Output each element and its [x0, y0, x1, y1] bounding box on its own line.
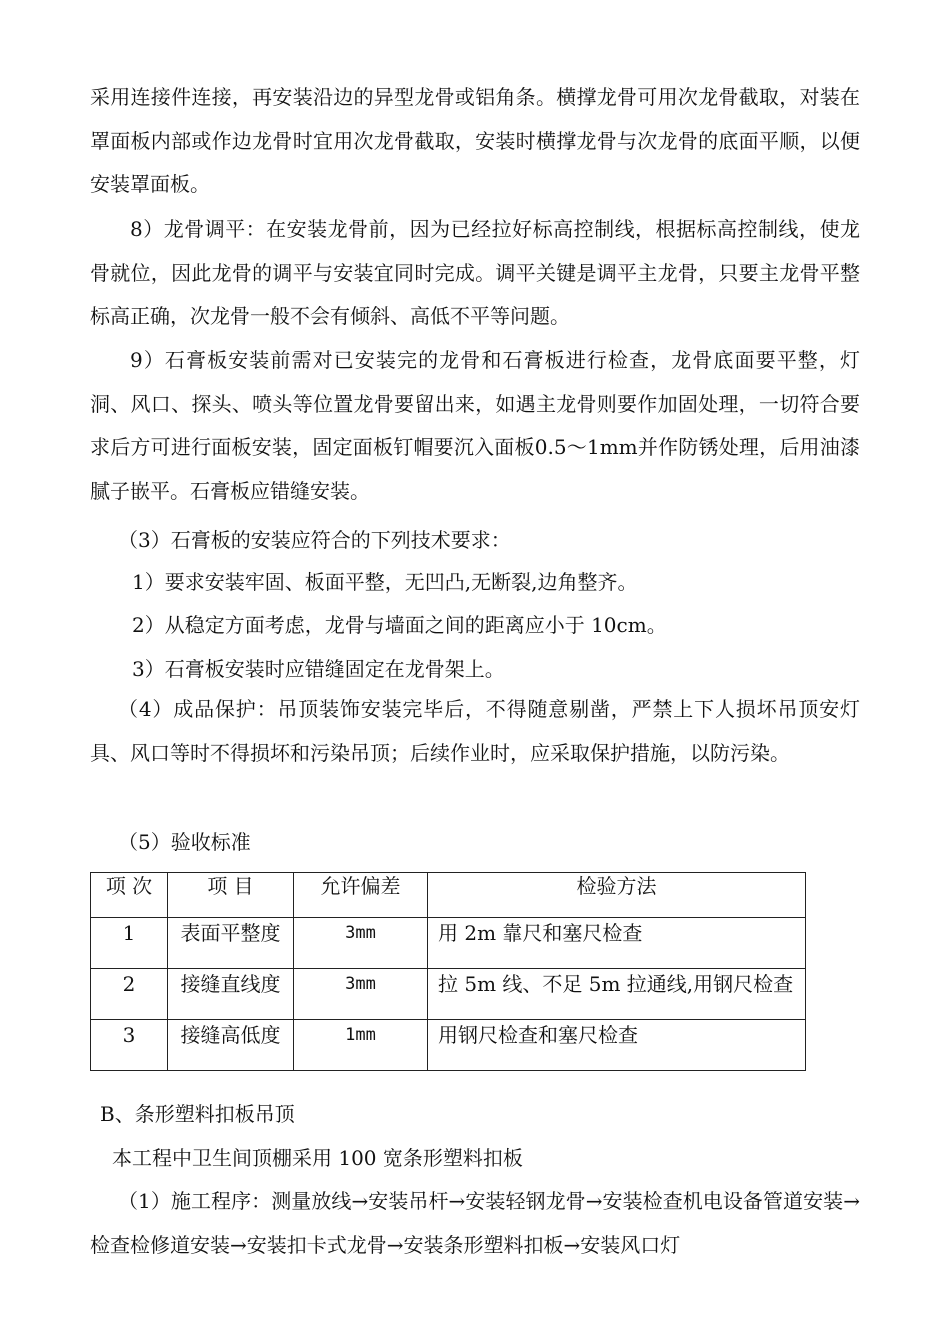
- header-tolerance: 允许偏差: [294, 873, 428, 918]
- cell-item: 接缝直线度: [168, 969, 294, 1020]
- cell-method: 用 2m 靠尺和塞尺检查: [428, 918, 806, 969]
- cell-no: 3: [91, 1020, 168, 1071]
- table-row: [91, 969, 806, 1020]
- header-item: 项 目: [168, 873, 294, 918]
- cell-method: 拉 5m 线、不足 5m 拉通线,用钢尺检查: [428, 969, 806, 1020]
- cell-tolerance: 1mm: [294, 1020, 428, 1071]
- header-item-no: 项 次: [91, 873, 168, 918]
- paragraph-connector: 采用连接件连接，再安装沿边的异型龙骨或铝角条。横撑龙骨可用次龙骨截取，对装在罩面板内部或作边龙骨时宜用次龙骨截取，安装时横撑龙骨与次龙骨的底面平顺，以便安装罩面板。: [90, 85, 860, 196]
- cell-tolerance: 3mm: [294, 969, 428, 1020]
- requirement-2: 2）从稳定方面考虑，龙骨与墙面之间的距离应小于 10cm。: [132, 613, 667, 637]
- acceptance-table: [90, 872, 806, 1071]
- table-row: [91, 918, 806, 969]
- requirement-1: 1）要求安装牢固、板面平整，无凹凸,无断裂,边角整齐。: [132, 570, 638, 594]
- acceptance-heading: （5）验收标准: [118, 830, 251, 854]
- paragraph-leveling: 8）龙骨调平：在安装龙骨前，因为已经拉好标高控制线，根据标高控制线，使龙骨就位，因此龙骨的调平与安装宜同时完成。调平关键是调平主龙骨，只要主龙骨平整标高正确，次龙骨一般不会有倾斜、高低不平等问题。: [90, 217, 860, 328]
- cell-tolerance: 3mm: [294, 918, 428, 969]
- header-method: 检验方法: [428, 873, 806, 918]
- requirements-heading: （3）石膏板的安装应符合的下列技术要求：: [118, 528, 511, 552]
- paragraph-procedure: （1）施工程序：测量放线→安装吊杆→安装轻钢龙骨→安装检查机电设备管道安装→检查检修道安装→安装扣卡式龙骨→安装条形塑料扣板→安装风口灯: [90, 1189, 860, 1257]
- cell-item: 表面平整度: [168, 918, 294, 969]
- cell-no: 2: [91, 969, 168, 1020]
- table-row: [91, 1020, 806, 1071]
- section-b-intro: 本工程中卫生间顶棚采用 100 宽条形塑料扣板: [112, 1146, 523, 1170]
- table-header-row: [91, 873, 806, 918]
- section-b-title: B、条形塑料扣板吊顶: [100, 1102, 295, 1126]
- paragraph-gypsum-install: 9）石膏板安装前需对已安装完的龙骨和石膏板进行检查，龙骨底面要平整，灯洞、风口、探头、喷头等位置龙骨要留出来，如遇主龙骨则要作加固处理，一切符合要求后方可进行面板安装，固定面板钉帽要沉入面板0.5～1mm并作防锈处理，后用油漆腻子嵌平。石膏板应错缝安装。: [90, 348, 860, 503]
- requirement-3: 3）石膏板安装时应错缝固定在龙骨架上。: [132, 657, 505, 681]
- paragraph-protection: （4）成品保护：吊顶装饰安装完毕后，不得随意剔凿，严禁上下人损坏吊顶安灯具、风口等时不得损坏和污染吊顶；后续作业时，应采取保护措施，以防污染。: [90, 697, 860, 765]
- cell-method: 用钢尺检查和塞尺检查: [428, 1020, 806, 1071]
- cell-item: 接缝高低度: [168, 1020, 294, 1071]
- cell-no: 1: [91, 918, 168, 969]
